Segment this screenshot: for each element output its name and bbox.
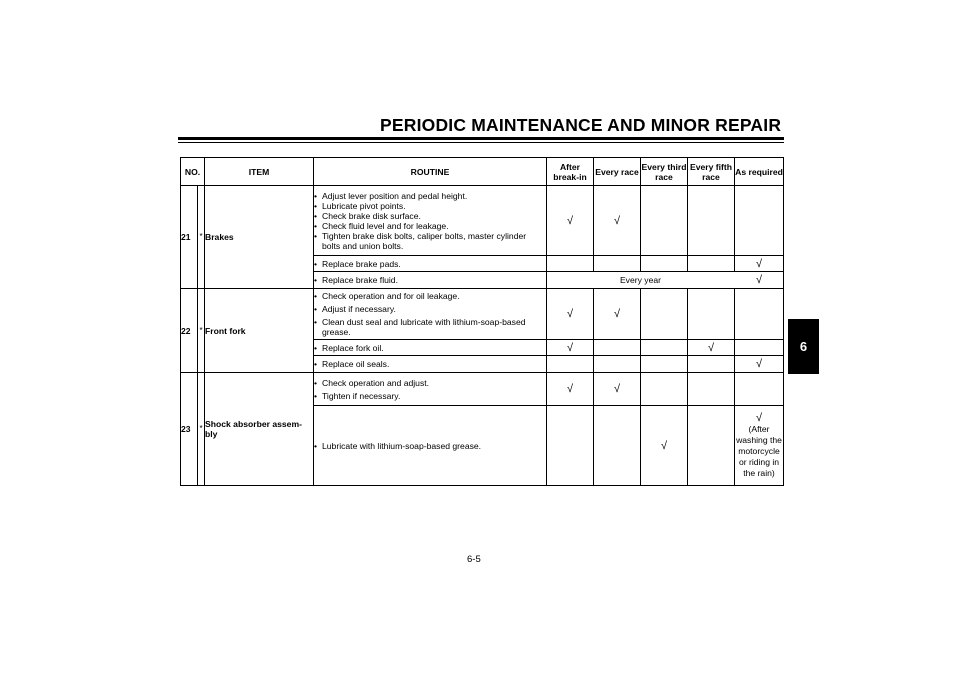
check-mark: √ <box>547 340 594 356</box>
empty-cell <box>688 356 735 373</box>
item-number: 22 <box>181 289 198 373</box>
page-number: 6-5 <box>467 554 481 565</box>
check-mark: √ <box>547 289 594 340</box>
item-name: Brakes <box>205 186 314 289</box>
routine-item: • Tighten if necessary. <box>314 391 546 401</box>
check-mark: √ <box>594 373 641 406</box>
page-title: PERIODIC MAINTENANCE AND MINOR REPAIR <box>380 115 782 135</box>
routine-item: • Lubricate pivot points. <box>314 201 546 211</box>
asterisk-mark: * <box>198 186 205 289</box>
empty-cell <box>735 289 784 340</box>
header-no: NO. <box>181 158 205 186</box>
empty-cell <box>688 289 735 340</box>
empty-cell <box>594 356 641 373</box>
item-number: 23 <box>181 373 198 486</box>
maintenance-table <box>180 157 784 486</box>
check-mark: √ <box>688 340 735 356</box>
check-mark: √ <box>755 411 763 424</box>
asterisk-mark: * <box>198 289 205 373</box>
header-every-fifth-race: Every fifth race <box>688 158 735 186</box>
empty-cell <box>641 340 688 356</box>
header-after-break-in: After break-in <box>547 158 594 186</box>
routine-cell <box>314 373 547 406</box>
empty-cell <box>688 373 735 406</box>
check-mark: √ <box>641 406 688 486</box>
routine-item: • Lubricate with lithium-soap-based grease. <box>314 441 546 451</box>
title-rule <box>178 137 784 140</box>
header-as-required: As required <box>735 158 784 186</box>
routine-item: • Clean dust seal and lubricate with lithium-soap-based grease. <box>314 317 546 337</box>
empty-cell <box>641 356 688 373</box>
routine-item: • Check operation and for oil leakage. <box>314 291 546 301</box>
header-item: ITEM <box>205 158 314 186</box>
empty-cell <box>688 256 735 272</box>
empty-cell <box>641 289 688 340</box>
table-row <box>181 373 784 406</box>
routine-item: • Replace oil seals. <box>314 359 546 369</box>
check-mark: √ <box>547 373 594 406</box>
empty-cell <box>594 406 641 486</box>
empty-cell <box>641 373 688 406</box>
empty-cell <box>735 186 784 256</box>
routine-cell <box>314 289 547 340</box>
empty-cell <box>641 186 688 256</box>
routine-item: • Check brake disk surface. <box>314 211 546 221</box>
routine-item: • Check operation and adjust. <box>314 378 546 388</box>
routine-item: • Tighten brake disk bolts, caliper bolts, master cylinder bolts and union bolts. <box>314 231 546 251</box>
header-every-race: Every race <box>594 158 641 186</box>
check-mark: √ <box>547 186 594 256</box>
section-tab: 6 <box>788 319 819 374</box>
empty-cell <box>547 256 594 272</box>
empty-cell <box>641 256 688 272</box>
item-number: 21 <box>181 186 198 289</box>
empty-cell <box>594 340 641 356</box>
empty-cell <box>735 373 784 406</box>
empty-cell <box>688 406 735 486</box>
item-name: Shock absorber assem-bly <box>205 373 314 486</box>
check-mark: √ <box>735 256 784 272</box>
routine-cell <box>314 186 547 256</box>
header-routine: ROUTINE <box>314 158 547 186</box>
routine-cell <box>314 340 547 356</box>
check-mark: √ <box>735 356 784 373</box>
routine-item: • Adjust if necessary. <box>314 304 546 314</box>
table-row <box>181 289 784 340</box>
as-required-note-cell <box>735 406 784 486</box>
routine-item: • Replace brake pads. <box>314 259 546 269</box>
empty-cell <box>547 356 594 373</box>
table-header-row <box>181 158 784 186</box>
check-mark: √ <box>735 272 784 289</box>
header-every-third-race: Every third race <box>641 158 688 186</box>
table-row <box>181 186 784 256</box>
item-name: Front fork <box>205 289 314 373</box>
routine-item: • Adjust lever position and pedal height. <box>314 191 546 201</box>
check-mark: √ <box>594 186 641 256</box>
as-required-note: (After washing the motorcycle or riding in the rain) <box>736 423 782 478</box>
asterisk-mark: * <box>198 373 205 486</box>
title-rule-thin <box>178 142 784 143</box>
interval-every-year: Every year <box>547 272 735 289</box>
routine-cell <box>314 272 547 289</box>
routine-item: • Replace fork oil. <box>314 343 546 353</box>
empty-cell <box>547 406 594 486</box>
check-mark: √ <box>594 289 641 340</box>
routine-cell <box>314 356 547 373</box>
empty-cell <box>688 186 735 256</box>
routine-item: • Replace brake fluid. <box>314 275 546 285</box>
routine-cell <box>314 406 547 486</box>
routine-cell <box>314 256 547 272</box>
empty-cell <box>594 256 641 272</box>
routine-item: • Check fluid level and for leakage. <box>314 221 546 231</box>
empty-cell <box>735 340 784 356</box>
